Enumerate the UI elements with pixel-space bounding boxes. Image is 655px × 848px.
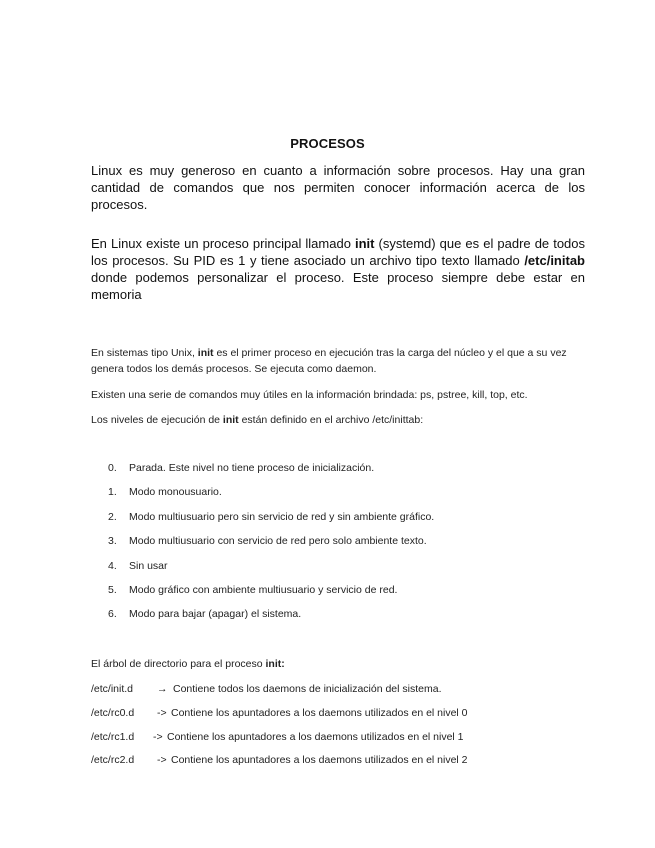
initab-path: /etc/initab [524, 253, 585, 268]
unix-text-a: En sistemas tipo Unix, [91, 347, 198, 359]
init-text-a: En Linux existe un proceso principal llamado [91, 236, 355, 251]
tree-intro [91, 656, 591, 672]
directory-description: Contiene los apuntadores a los daemons utilizados en el nivel 0 [171, 706, 468, 719]
commands-paragraph: Existen una serie de comandos muy útiles en la información brindada: ps, pstree, kill, top, etc. [91, 389, 528, 401]
levels-text-c: están definido en el archivo /etc/inittab: [238, 414, 424, 426]
unix-text-c: es el primer proceso en ejecución tras la carga del núcleo y el que a su vez genera todos los demás procesos. Se ejecuta como daemon. [91, 347, 567, 375]
list-number: 5. [108, 583, 117, 596]
list-text: Modo gráfico con ambiente multiusuario y servicio de red. [129, 583, 398, 596]
directory-path: /etc/rc2.d [91, 754, 135, 767]
list-item [108, 460, 434, 484]
list-text: Modo multiusuario con servicio de red pero solo ambiente texto. [129, 535, 427, 548]
unix-init-keyword: init [197, 347, 214, 359]
directory-description: Contiene todos los daemons de inicialización del sistema. [173, 683, 442, 695]
levels-init-keyword: init [222, 414, 239, 426]
list-text: Sin usar [129, 559, 168, 572]
directory-row [91, 705, 468, 729]
list-item [108, 558, 434, 582]
levels-intro [91, 412, 591, 428]
list-number: 3. [108, 535, 117, 548]
arrow-icon: → [157, 683, 168, 695]
list-number: 0. [108, 462, 117, 474]
list-item [108, 533, 434, 557]
list-text: Modo multiusuario pero sin servicio de red y sin ambiente gráfico. [129, 510, 435, 523]
directory-list [91, 681, 468, 776]
init-keyword: init [355, 236, 375, 251]
levels-text-a: Los niveles de ejecución de [91, 414, 223, 426]
directory-row [91, 729, 468, 753]
list-item [108, 606, 434, 630]
list-item [108, 509, 434, 533]
directory-row [91, 752, 468, 776]
list-number: 1. [108, 486, 117, 499]
arrow-icon: -> [157, 754, 167, 767]
directory-path: /etc/rc0.d [91, 706, 135, 719]
directory-path: /etc/init.d [91, 683, 134, 695]
arrow-icon: -> [153, 730, 163, 743]
intro-paragraph: Linux es muy generoso en cuanto a información sobre procesos. Hay una gran cantidad de comandos que nos permiten conocer información acerca de los procesos. [91, 163, 585, 212]
list-number: 6. [108, 608, 117, 621]
list-item [108, 484, 434, 508]
page-title: PROCESOS [290, 136, 365, 151]
init-paragraph [91, 235, 585, 303]
directory-row [91, 681, 468, 705]
directory-path: /etc/rc1.d [91, 730, 135, 743]
directory-description: Contiene los apuntadores a los daemons utilizados en el nivel 1 [167, 730, 464, 743]
init-text-c: (systemd) que es el padre de todos los procesos. Su PID es 1 y tiene asociado un archivo tipo texto llamado [91, 236, 586, 268]
unix-paragraph [91, 345, 591, 377]
arrow-icon: -> [157, 706, 167, 719]
list-text: Modo para bajar (apagar) el sistema. [129, 608, 302, 621]
list-text: Parada. Este nivel no tiene proceso de inicialización. [129, 462, 375, 474]
list-text: Modo monousuario. [129, 486, 222, 499]
tree-text-a: El árbol de directorio para el proceso [91, 658, 266, 670]
list-number: 4. [108, 559, 117, 572]
run-levels-list [108, 460, 434, 631]
tree-init-keyword: init: [265, 658, 285, 670]
list-number: 2. [108, 510, 117, 523]
init-text-e: donde podemos personalizar el proceso. Este proceso siempre debe estar en memoria [91, 270, 585, 302]
directory-description: Contiene los apuntadores a los daemons utilizados en el nivel 2 [171, 754, 468, 767]
list-item [108, 582, 434, 606]
